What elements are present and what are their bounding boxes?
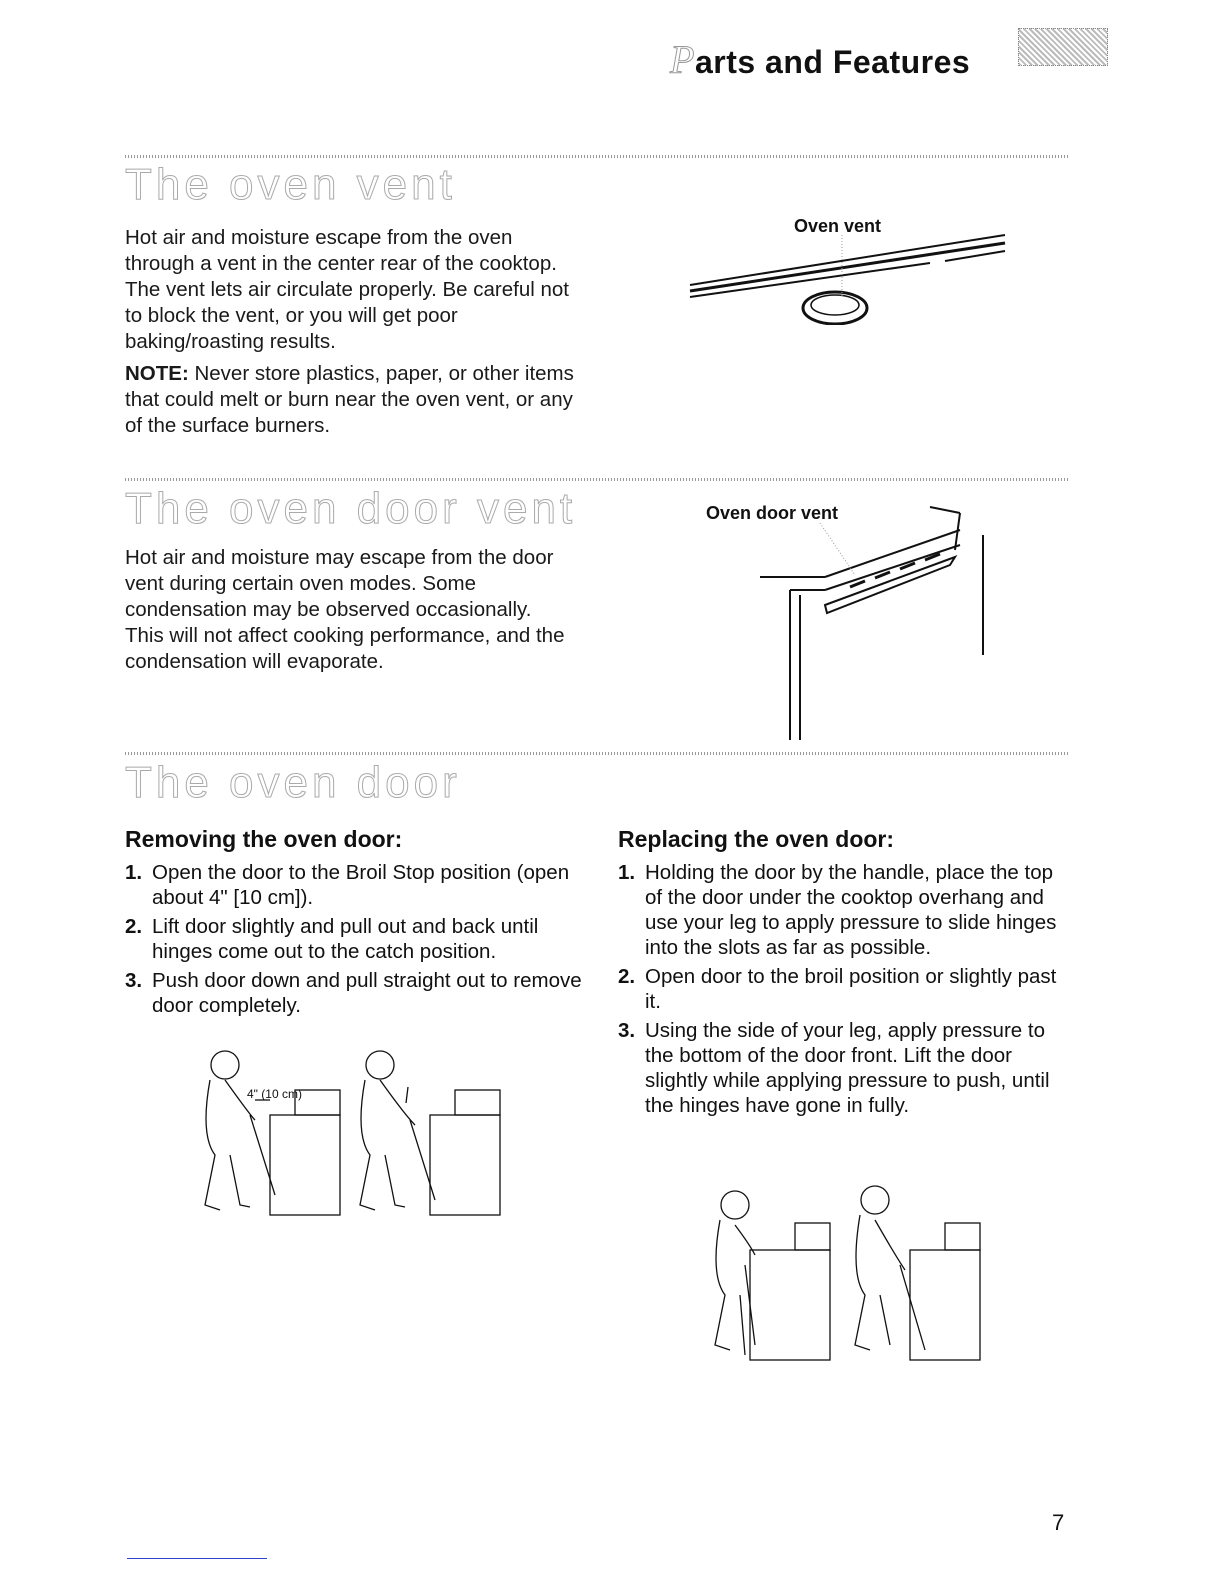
step-text: Open door to the broil position or slightly past it. xyxy=(645,965,1057,1013)
step-text: Open the door to the Broil Stop position (open about 4" [10 cm]). xyxy=(152,861,570,909)
list-item xyxy=(618,964,1068,1014)
figure-label-oven-vent: Oven vent xyxy=(794,216,882,236)
removing-steps-list xyxy=(125,860,585,1022)
list-item xyxy=(125,968,585,1018)
header-pattern-decoration xyxy=(1018,28,1108,66)
paragraph: Hot air and moisture escape from the oven through a vent in the center rear of the cooktop. The vent lets air circulate properly. Be careful not to block the vent, or you will get poor baking/roasting results. xyxy=(125,226,569,353)
section-divider xyxy=(125,752,1070,755)
note-label: NOTE: xyxy=(125,362,189,385)
replacing-door-illustration xyxy=(700,1175,1000,1365)
step-number: 2. xyxy=(618,965,636,988)
list-item xyxy=(618,860,1068,960)
note xyxy=(125,361,575,439)
section-title-oven-door: The oven door xyxy=(125,758,461,807)
oven-vent-text xyxy=(125,225,575,445)
list-item xyxy=(125,860,585,910)
oven-vent-illustration xyxy=(670,225,1020,325)
header-title-text: arts and Features xyxy=(694,44,971,80)
replacing-steps-list xyxy=(618,860,1068,1122)
replacing-door-heading: Replacing the oven door: xyxy=(618,826,895,852)
step-text: Push door down and pull straight out to remove door completely. xyxy=(152,969,582,1017)
list-item xyxy=(125,914,585,964)
figure-label-oven-door-vent: Oven door vent xyxy=(706,503,839,523)
figure-label-distance: 4" (10 cm) xyxy=(247,1087,302,1101)
decorative-initial: P xyxy=(670,37,695,82)
section-title-oven-vent: The oven vent xyxy=(125,160,456,209)
step-number: 3. xyxy=(125,969,143,992)
oven-door-vent-text xyxy=(125,545,575,681)
step-number: 1. xyxy=(618,861,636,884)
step-text: Using the side of your leg, apply pressure to the bottom of the door front. Lift the door slightly while applying pressure to push, until the hinges have gone in fully. xyxy=(645,1019,1050,1117)
page-number: 7 xyxy=(1052,1510,1065,1535)
step-number: 1. xyxy=(125,861,143,884)
page-header-title xyxy=(670,36,970,83)
paragraph: Hot air and moisture may escape from the door vent during certain oven modes. Some condensation may be observed occasionally. This will not affect cooking performance, and the condensation will evaporate. xyxy=(125,546,565,673)
step-text: Lift door slightly and pull out and back until hinges come out to the catch position. xyxy=(152,915,539,963)
section-divider xyxy=(125,155,1070,158)
oven-door-vent-illustration xyxy=(755,505,995,745)
step-number: 2. xyxy=(125,915,143,938)
footer-line xyxy=(127,1558,267,1559)
section-title-oven-door-vent: The oven door vent xyxy=(125,484,577,533)
section-divider xyxy=(125,478,1070,481)
step-number: 3. xyxy=(618,1019,636,1042)
list-item xyxy=(618,1018,1068,1118)
note-text: Never store plastics, paper, or other items that could melt or burn near the oven vent, or any of the surface burners. xyxy=(125,362,574,437)
step-text: Holding the door by the handle, place the top of the door under the cooktop overhang and use your leg to apply pressure to slide hinges into the slots as far as possible. xyxy=(645,861,1057,959)
removing-door-heading: Removing the oven door: xyxy=(125,826,403,852)
removing-door-illustration xyxy=(195,1035,515,1225)
